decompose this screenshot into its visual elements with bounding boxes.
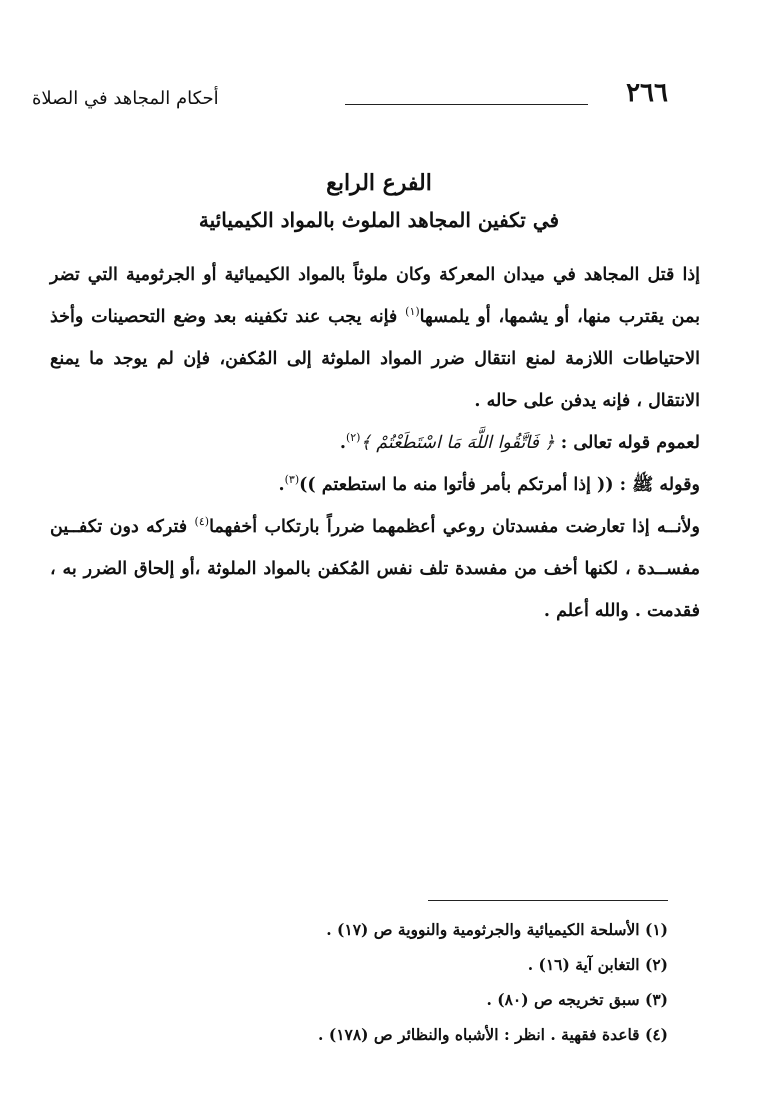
footnote-2: (٢) التغابن آية (١٦) .	[527, 955, 668, 974]
footnote-rule	[428, 900, 668, 901]
footnote-3: (٣) سبق تخريجه ص (٨٠) .	[486, 990, 668, 1009]
paragraph-2-text-a: لعموم قوله تعالى :	[554, 433, 700, 453]
footnote-ref-1: (١)	[405, 305, 420, 319]
paragraph-2	[50, 422, 700, 464]
paragraph-4-text-b: فتركه دون تكفــين مفســدة ، لكنها أخف من مفسدة تلف نفس المُكفن بالمواد الملوثة ،أو إلحاق الضرر به ، فقدمت . والله أعلم .	[50, 517, 700, 621]
paragraph-1-text-a: إذا قتل المجاهد في ميدان المعركة وكان ملوثاً بالمواد الكيميائية أو الجرثومية التي تضر بمن يقترب منها، أو يشمها، أو يلمسها	[50, 265, 700, 327]
section-heading: الفرع الرابع	[326, 170, 432, 196]
header-rule	[345, 104, 588, 105]
page-header	[30, 78, 728, 118]
body-text	[50, 254, 700, 632]
footnotes	[60, 912, 668, 1052]
section-subheading: في تكفين المجاهد الملوث بالمواد الكيميائية	[198, 208, 560, 232]
paragraph-4-text-a: ولأنــه إذا تعارضت مفسدتان روعي أعظمهما ضرراً بارتكاب أخفهما	[209, 517, 700, 537]
page-number: ٢٦٦	[626, 78, 668, 108]
footnote-ref-3: (٣)	[284, 473, 300, 487]
running-title: أحكام المجاهد في الصلاة	[32, 88, 219, 109]
paragraph-3-text-a: وقوله ﷺ : (( إذا أمرتكم بأمر فأتوا منه ما استطعتم ))	[299, 475, 700, 495]
footnote-1: (١) الأسلحة الكيميائية والجرثومية والنووية ص (١٧) .	[326, 920, 668, 939]
paragraph-3-text-b: .	[278, 475, 285, 495]
paragraph-1	[50, 254, 700, 422]
footnote-ref-2: (٢)	[345, 431, 361, 445]
paragraph-2-text-b: .	[339, 433, 346, 453]
footnote-4: (٤) قاعدة فقهية . انظر : الأشباه والنظائر ص (١٧٨) .	[318, 1025, 668, 1044]
footnote-ref-4: (٤)	[194, 515, 210, 529]
paragraph-3	[50, 464, 700, 506]
quran-verse: ﴿ فَاتَّقُوا اللَّهَ مَا اسْتَطَعْتُمْ ﴾	[360, 433, 555, 453]
paragraph-1-text-b: فإنه يجب عند تكفينه بعد وضع التحصينات وأخذ الاحتياطات اللازمة لمنع انتقال ضرر المواد الملوثة إلى المُكفن، فإن لم يوجد ما يمنع الانتقال ، فإنه يدفن على حاله .	[50, 307, 700, 411]
paragraph-4	[50, 506, 700, 632]
